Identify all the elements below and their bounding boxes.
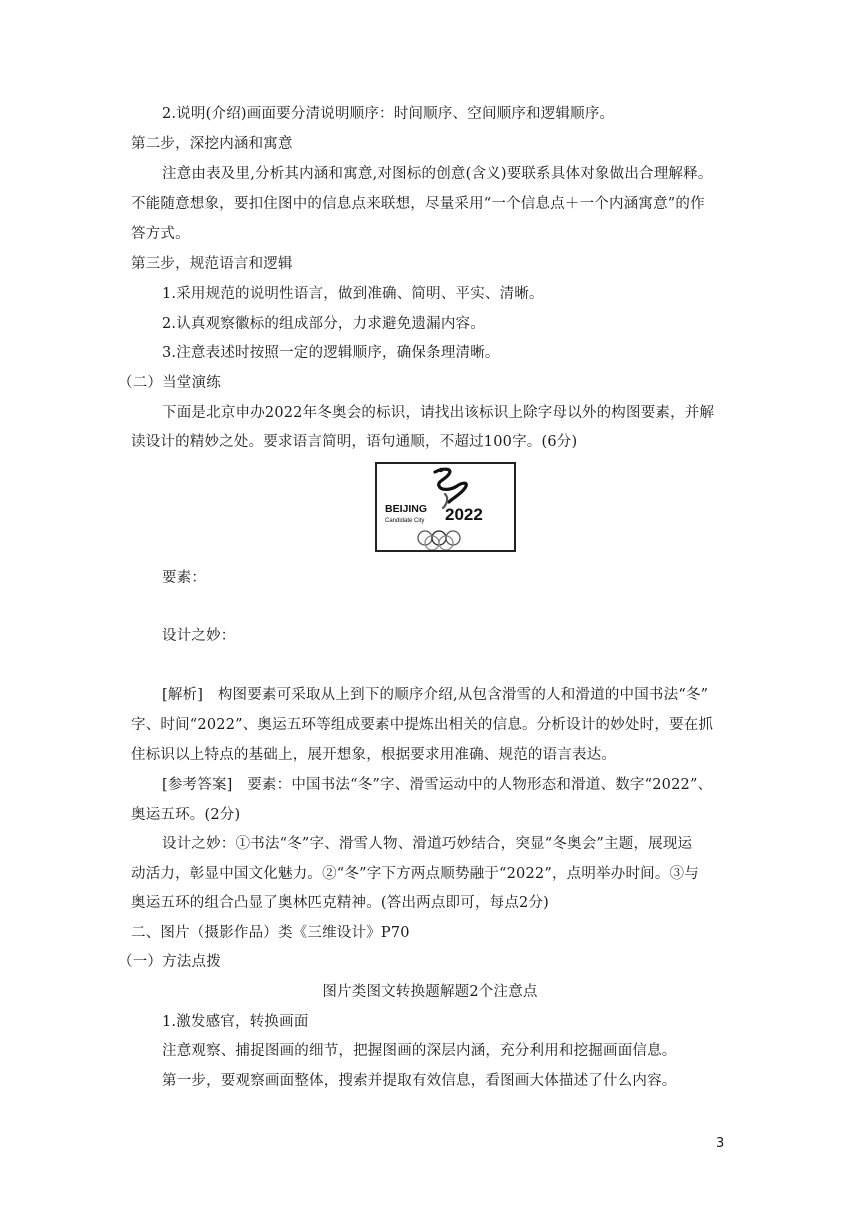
answer-label-elements: 要素： bbox=[162, 570, 207, 586]
text-line: 不能随意想象，要扣住图中的信息点来联想，尽量采用“一个信息点＋一个内涵寓意”的作 bbox=[131, 196, 705, 212]
reference-answer-line: 奥运五环。(2分) bbox=[131, 807, 241, 823]
analysis-line: 字、时间“2022”、奥运五环等组成要素中提炼出相关的信息。分析设计的妙处时，要在抓 bbox=[131, 717, 714, 733]
text-line: 注意由表及里,分析其内涵和寓意,对图标的创意(含义)要联系具体对象做出合理解释。 bbox=[162, 166, 713, 182]
reference-answer-line: 奥运五环的组合凸显了奥林匹克精神。(答出两点即可，每点2分) bbox=[131, 895, 550, 911]
text-line: 1.采用规范的说明性语言，做到准确、简明、平实、清晰。 bbox=[162, 286, 544, 302]
text-line: 3.注意表述时按照一定的逻辑顺序，确保条理清晰。 bbox=[162, 345, 500, 361]
reference-answer-line: 设计之妙：①书法“冬”字、滑雪人物、滑道巧妙结合，突显“冬奥会”主题，展现运 bbox=[162, 836, 693, 852]
reference-answer-line: [参考答案] 要素：中国书法“冬”字、滑雪运动中的人物形态和滑道、数字“2022”、 bbox=[162, 777, 713, 793]
section-heading: 二、图片（摄影作品）类《三维设计》P70 bbox=[131, 925, 410, 941]
analysis-line: 住标识以上特点的基础上，展开想象，根据要求用准确、规范的语言表达。 bbox=[131, 747, 617, 763]
text-line: 注意观察、捕捉图画的细节，把握图画的深层内涵，充分利用和挖掘画面信息。 bbox=[162, 1043, 677, 1059]
text-line: 第一步，要观察画面整体，搜索并提取有效信息，看图画大体描述了什么内容。 bbox=[162, 1073, 677, 1089]
analysis-line: [解析] 构图要素可采取从上到下的顺序介绍,从包含滑雪的人和滑道的中国书法“冬” bbox=[162, 687, 709, 703]
logo-graphic bbox=[377, 464, 514, 550]
text-line: 答方式。 bbox=[131, 226, 190, 242]
calligraphy-icon bbox=[435, 469, 466, 502]
logo-year-text: 2022 bbox=[445, 505, 483, 524]
question-line: 读设计的精妙之处。要求语言简明，语句通顺，不超过100字。(6分) bbox=[131, 434, 578, 450]
olympic-rings-icon bbox=[418, 531, 460, 550]
logo-candidate-text: Candidate City bbox=[385, 518, 425, 524]
text-line: 2.认真观察徽标的组成部分，力求避免遗漏内容。 bbox=[162, 316, 485, 332]
skier-head-icon bbox=[439, 468, 443, 472]
reference-answer-line: 动活力，彰显中国文化魅力。②“冬”字下方两点顺势融于“2022”，点明举办时间。③与 bbox=[131, 866, 699, 882]
step-heading: 第三步，规范语言和逻辑 bbox=[131, 256, 293, 272]
question-line: 下面是北京申办2022年冬奥会的标识，请找出该标识上除字母以外的构图要素，并解 bbox=[162, 405, 715, 421]
logo-city-text: BEIJING bbox=[385, 503, 428, 515]
centered-title: 图片类图文转换题解题2个注意点 bbox=[322, 984, 538, 1000]
step-heading: 第二步，深挖内涵和寓意 bbox=[131, 136, 293, 152]
subsection-heading: （一）方法点拨 bbox=[118, 954, 221, 970]
page-number: 3 bbox=[716, 1136, 725, 1151]
text-line: 2.说明(介绍)画面要分清说明顺序：时间顺序、空间顺序和逻辑顺序。 bbox=[162, 106, 615, 122]
answer-label-design: 设计之妙： bbox=[162, 628, 236, 644]
point-heading: 1.激发感官，转换画面 bbox=[162, 1014, 309, 1030]
beijing-2022-logo bbox=[375, 462, 516, 552]
section-heading: （二）当堂演练 bbox=[118, 375, 221, 391]
